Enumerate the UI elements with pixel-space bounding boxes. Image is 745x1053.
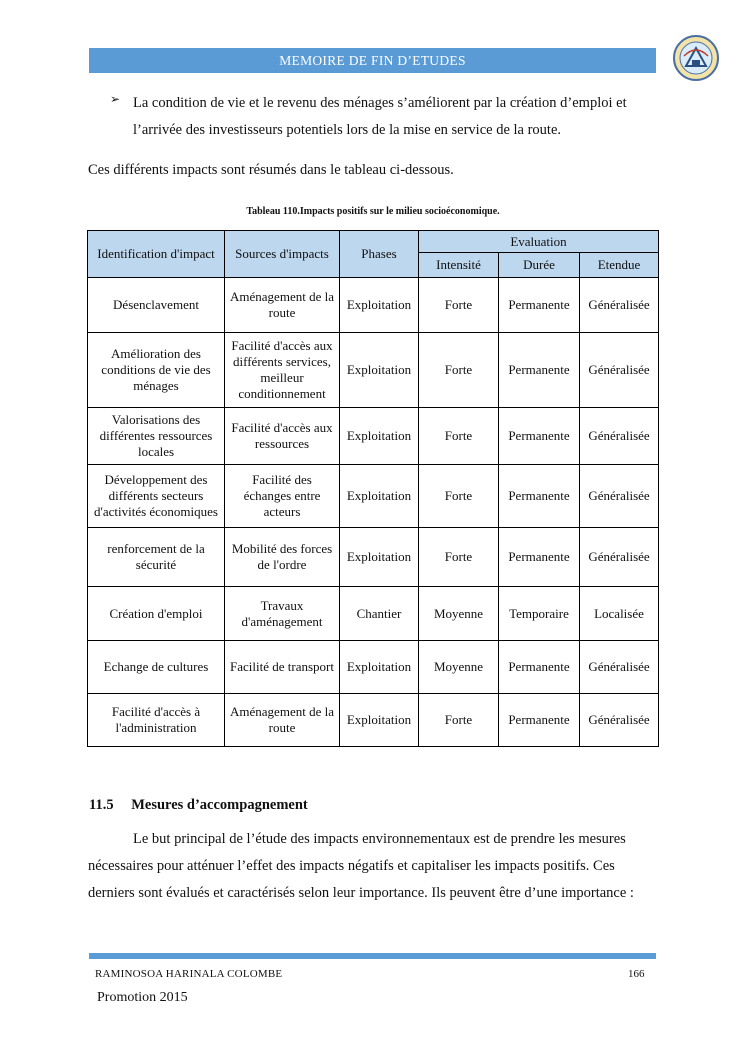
cell-etendue: Généralisée [580, 641, 659, 694]
page-header [89, 48, 656, 73]
table-row [88, 278, 659, 333]
table-row [88, 587, 659, 641]
cell-source: Aménagement de la route [225, 278, 340, 333]
cell-etendue: Localisée [580, 587, 659, 641]
cell-source: Facilité de transport [225, 641, 340, 694]
cell-impact: Facilité d'accès à l'administration [88, 694, 225, 747]
cell-source: Mobilité des forces de l'ordre [225, 528, 340, 587]
cell-source: Travaux d'aménagement [225, 587, 340, 641]
cell-etendue: Généralisée [580, 333, 659, 408]
cell-phase: Exploitation [340, 528, 419, 587]
summary-text: Ces différents impacts sont résumés dans le tableau ci-dessous. [88, 162, 454, 178]
cell-impact: Développement des différents secteurs d'activités économiques [88, 465, 225, 528]
header-identification: Identification d'impact [88, 231, 225, 278]
cell-source: Facilité des échanges entre acteurs [225, 465, 340, 528]
section-line-2: nécessaires pour atténuer l’effet des impacts négatifs et capitaliser les impacts positifs. Ces [88, 858, 615, 874]
cell-duree: Permanente [499, 465, 580, 528]
header-title: MEMOIRE DE FIN D’ETUDES [279, 52, 466, 68]
cell-intensite: Forte [419, 465, 499, 528]
cell-intensite: Forte [419, 333, 499, 408]
university-emblem-icon [672, 34, 720, 82]
header-phases: Phases [340, 231, 419, 278]
cell-intensite: Forte [419, 408, 499, 465]
cell-impact: Echange de cultures [88, 641, 225, 694]
section-line-3: derniers sont évalués et caractérisés selon leur importance. Ils peuvent être d’une importance : [88, 885, 634, 901]
cell-phase: Chantier [340, 587, 419, 641]
header-intensite: Intensité [419, 253, 499, 278]
cell-intensite: Forte [419, 528, 499, 587]
cell-source: Aménagement de la route [225, 694, 340, 747]
cell-duree: Permanente [499, 641, 580, 694]
cell-intensite: Moyenne [419, 587, 499, 641]
cell-duree: Permanente [499, 694, 580, 747]
header-etendue: Etendue [580, 253, 659, 278]
section-line-1: Le but principal de l’étude des impacts environnementaux est de prendre les mesures [133, 831, 626, 847]
cell-phase: Exploitation [340, 465, 419, 528]
cell-phase: Exploitation [340, 641, 419, 694]
cell-impact: Création d'emploi [88, 587, 225, 641]
cell-impact: Désenclavement [88, 278, 225, 333]
bullet-line-2: l’arrivée des investisseurs potentiels lors de la mise en service de la route. [133, 122, 562, 138]
cell-etendue: Généralisée [580, 278, 659, 333]
bullet-line-1: La condition de vie et le revenu des ménages s’améliorent par la création d’emploi et [133, 95, 627, 111]
bullet-marker: ➢ [110, 92, 121, 106]
cell-duree: Permanente [499, 278, 580, 333]
header-evaluation: Evaluation [419, 231, 659, 253]
cell-impact: Amélioration des conditions de vie des ménages [88, 333, 225, 408]
table-row [88, 641, 659, 694]
cell-duree: Temporaire [499, 587, 580, 641]
table-row [88, 333, 659, 408]
table-caption: Tableau 110.Impacts positifs sur le milieu socioéconomique. [246, 206, 500, 217]
impacts-table [87, 230, 659, 747]
cell-intensite: Forte [419, 278, 499, 333]
cell-duree: Permanente [499, 528, 580, 587]
cell-phase: Exploitation [340, 694, 419, 747]
cell-etendue: Généralisée [580, 465, 659, 528]
page-number: 166 [628, 968, 645, 980]
cell-source: Facilité d'accès aux différents services, meilleur conditionnement [225, 333, 340, 408]
table-row [88, 408, 659, 465]
cell-source: Facilité d'accès aux ressources [225, 408, 340, 465]
cell-phase: Exploitation [340, 408, 419, 465]
cell-phase: Exploitation [340, 278, 419, 333]
cell-duree: Permanente [499, 333, 580, 408]
footer-author: RAMINOSOA HARINALA COLOMBE [95, 968, 283, 980]
cell-intensite: Moyenne [419, 641, 499, 694]
table-row [88, 528, 659, 587]
footer-promotion: Promotion 2015 [97, 990, 188, 1005]
cell-impact: renforcement de la sécurité [88, 528, 225, 587]
cell-etendue: Généralisée [580, 528, 659, 587]
header-sources: Sources d'impacts [225, 231, 340, 278]
section-heading [89, 797, 308, 814]
section-title: Mesures d’accompagnement [131, 797, 308, 813]
header-duree: Durée [499, 253, 580, 278]
table-row [88, 465, 659, 528]
cell-etendue: Généralisée [580, 408, 659, 465]
cell-impact: Valorisations des différentes ressources locales [88, 408, 225, 465]
footer-divider [89, 953, 656, 959]
cell-phase: Exploitation [340, 333, 419, 408]
table-row [88, 694, 659, 747]
section-number: 11.5 [89, 797, 114, 813]
cell-intensite: Forte [419, 694, 499, 747]
cell-duree: Permanente [499, 408, 580, 465]
cell-etendue: Généralisée [580, 694, 659, 747]
